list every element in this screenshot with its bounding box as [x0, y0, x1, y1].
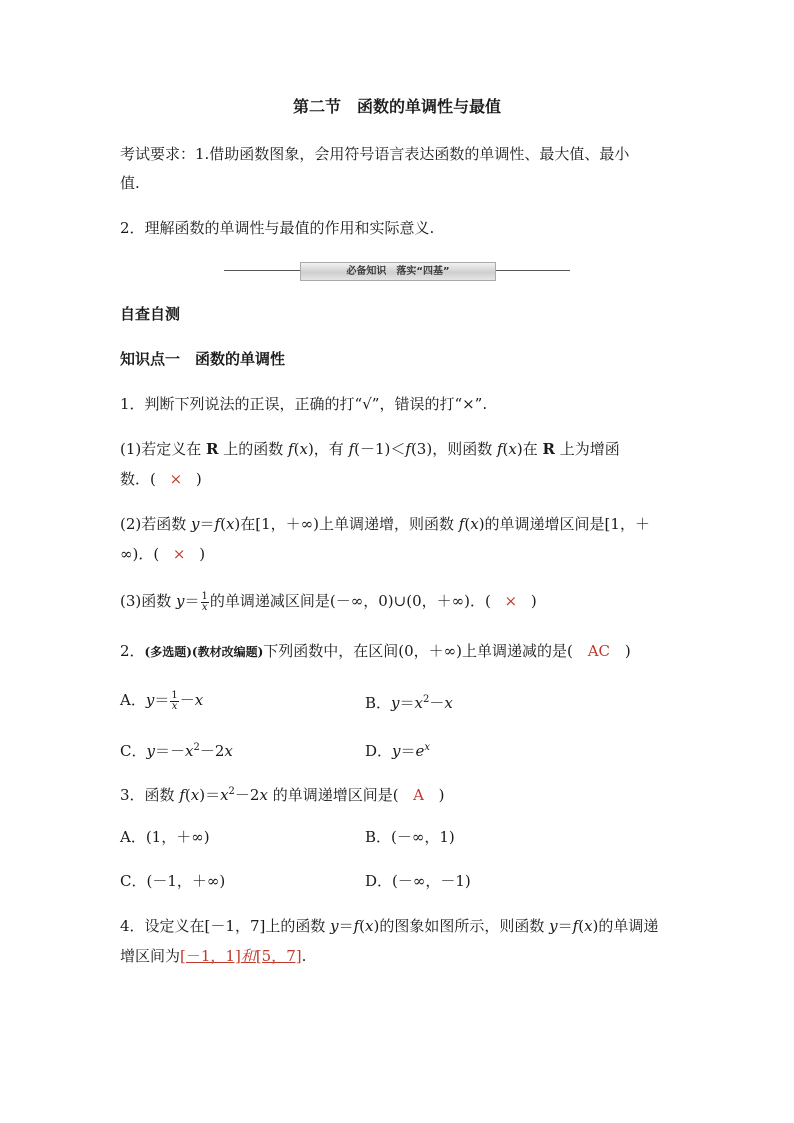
section-title: 第二节 函数的单调性与最值 — [292, 97, 501, 116]
q1-item-2: (2)若函数 y＝f(x)在[1，＋∞)上单调递增，则函数 f(x)的单调递增区间是[1，＋ — [120, 515, 650, 533]
q3-option-a: A．(1，＋∞) — [120, 828, 210, 846]
q3-answer: A — [413, 786, 424, 804]
q3-option-b: B．(－∞，1) — [365, 828, 455, 846]
requirements-line-1b: 值. — [120, 174, 140, 192]
section-heading: 自查自测 — [120, 305, 181, 323]
q1-item-1-cont: 数．( × ) — [120, 470, 202, 488]
requirements-line-1: 考试要求：1.借助函数图象，会用符号语言表达函数的单调性、最大值、最小 — [120, 145, 630, 163]
fraction-1-over-x: $\frac{1}{x}$ — [201, 590, 208, 613]
q1-item-1: (1)若定义在 R 上的函数 f(x)，有 f(－1)＜f(3)，则函数 f(x)在 R 上为增函 — [120, 440, 620, 458]
question-4-stem: 4．设定义在[－1，7]上的函数 y＝f(x)的图象如图所示，则函数 y＝f(x)的单调递 — [120, 917, 659, 935]
q1-item-2-cont: ∞)．( × ) — [120, 545, 206, 563]
requirements-line-2: 2．理解函数的单调性与最值的作用和实际意义. — [120, 219, 435, 237]
banner-rule-right — [496, 270, 570, 271]
q2-option-d: D．$y=e^x$ — [365, 742, 431, 760]
q1-item-1-answer: × — [169, 470, 183, 488]
q4-answer-interval-1: [－1，1] — [180, 947, 241, 965]
q2-option-b: B．$y=x^2-x$ — [365, 694, 453, 712]
q2-answer: AC — [587, 642, 611, 660]
banner-rule-left — [224, 270, 300, 271]
question-1-stem: 1．判断下列说法的正误，正确的打“√”，错误的打“×”. — [120, 395, 488, 413]
q1-item-3: (3)函数 y＝ $\frac{1}{x}$ 的单调递减区间是(－∞，0)∪(0，＋∞)．( × ) — [120, 590, 537, 613]
q2-option-a: A．y＝ $\frac{1}{x}$ －x — [120, 689, 204, 712]
question-3-stem: 3．函数 $f(x)=x^2-2x$ 的单调递增区间是( A ) — [120, 786, 445, 804]
question-4-cont: 增区间为[－1，1]和[5，7]. — [120, 947, 307, 965]
q3-option-d: D．(－∞，－1) — [365, 872, 471, 890]
knowledge-point-heading: 知识点一 函数的单调性 — [120, 350, 286, 368]
q2-option-c: C．$y=-x^2-2x$ — [120, 742, 233, 760]
section-banner — [224, 260, 570, 282]
banner-label: 必备知识 落实“四基” — [300, 262, 496, 281]
q3-option-c: C．(－1，＋∞) — [120, 872, 226, 890]
q1-item-2-answer: × — [172, 545, 186, 563]
q1-item-3-answer: × — [504, 592, 518, 610]
question-2-stem: 2．(多选题)(教材改编题)下列函数中，在区间(0，＋∞)上单调递减的是( AC ) — [120, 642, 631, 660]
q4-answer-interval-2: [5，7] — [255, 947, 302, 965]
